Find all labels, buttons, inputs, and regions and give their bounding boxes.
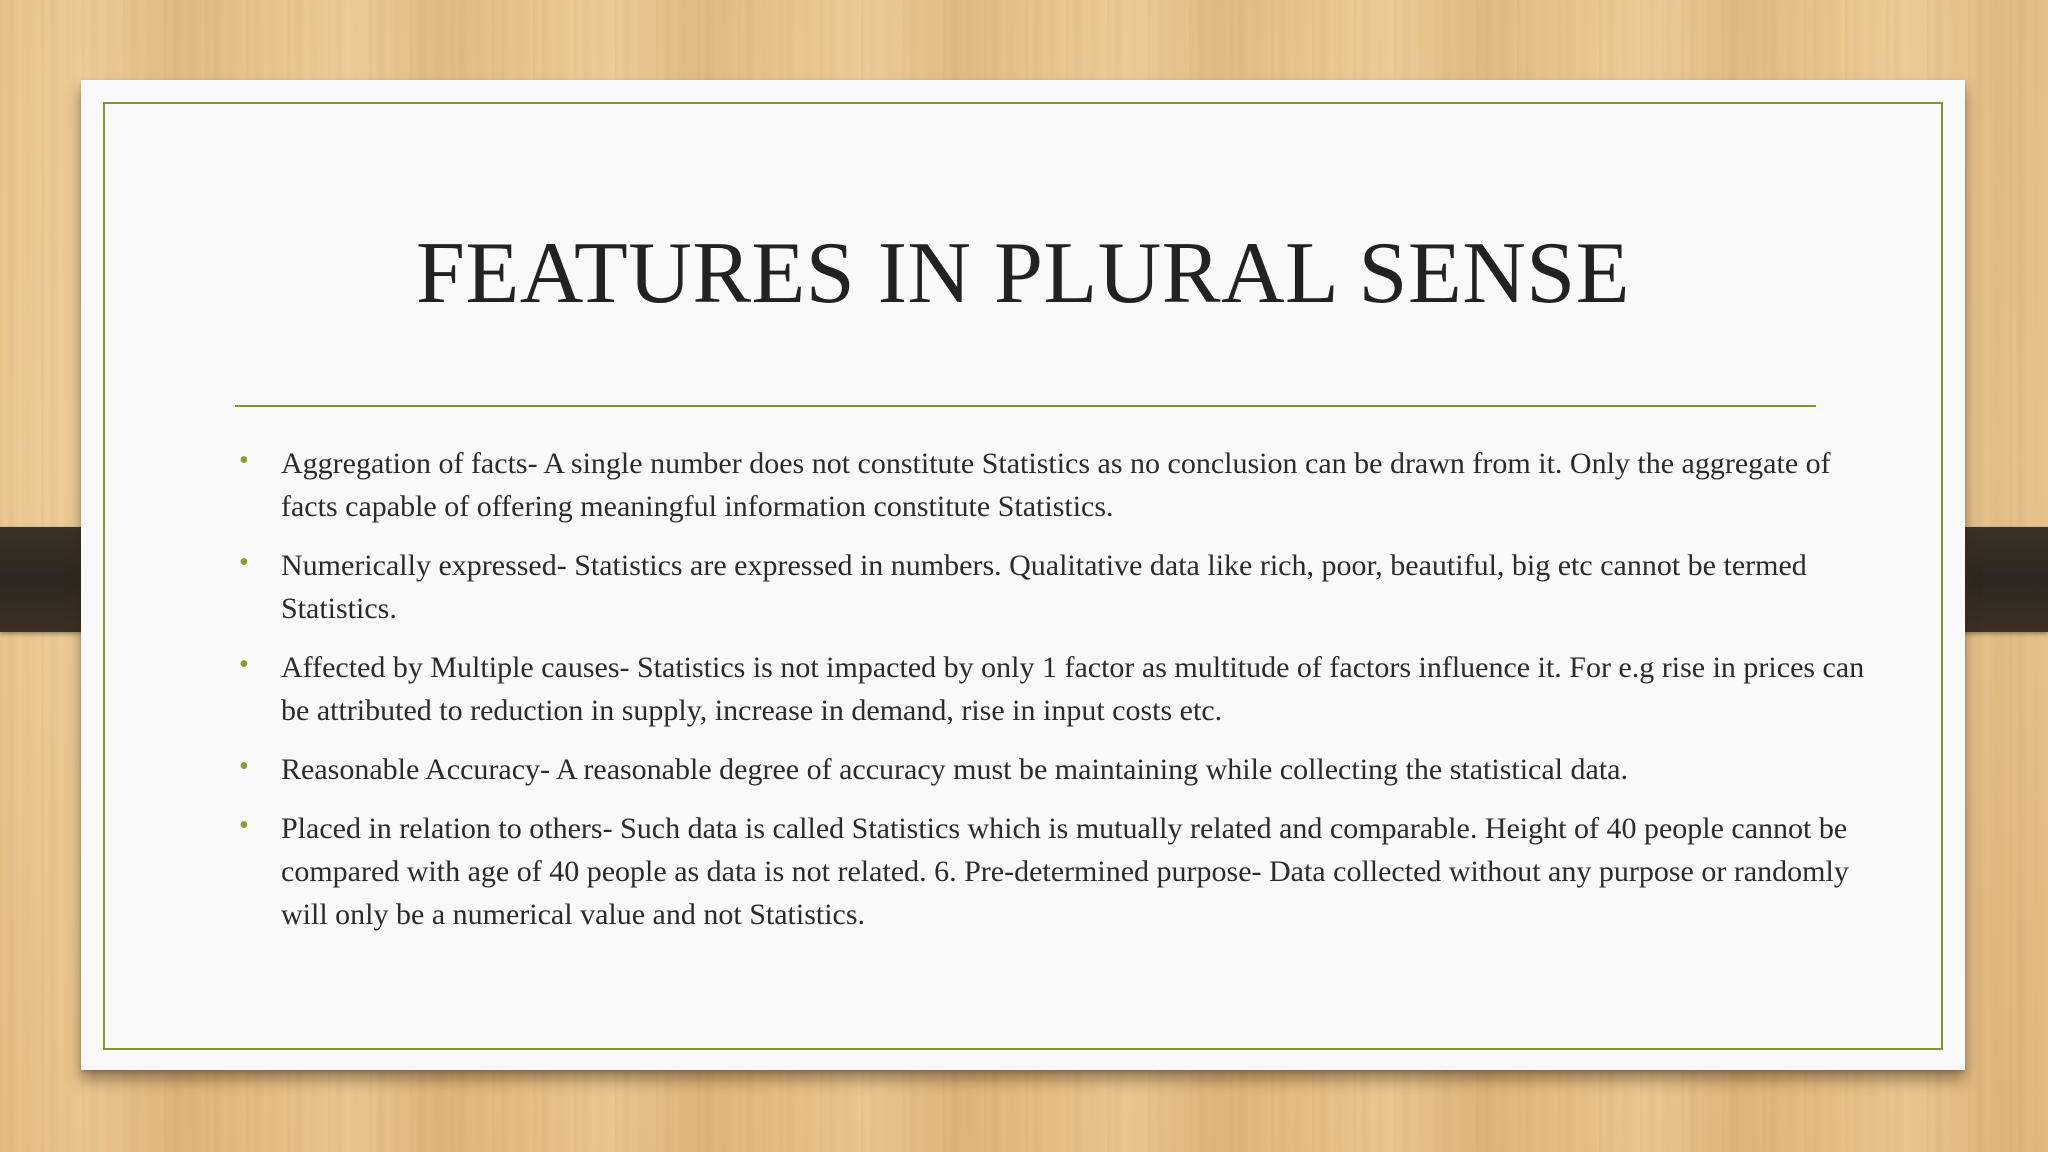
bullet-text: Aggregation of facts- A single number does not constitute Statistics as no conclusion can be drawn from it. Only the aggregate of facts capable of offering meaningful information constitute Statistics. xyxy=(281,447,1831,523)
bullet-dot-icon: • xyxy=(239,445,249,476)
bullet-dot-icon: • xyxy=(239,649,249,680)
bullet-item xyxy=(236,442,1876,528)
bullet-dot-icon: • xyxy=(239,810,249,841)
bullet-item xyxy=(236,544,1876,630)
slide-title: FEATURES IN PLURAL SENSE xyxy=(416,225,1630,322)
bullet-dot-icon: • xyxy=(239,547,249,578)
bullet-dot-icon: • xyxy=(239,751,249,782)
bullet-list xyxy=(236,442,1876,952)
bullet-item xyxy=(236,646,1876,732)
bullet-item xyxy=(236,748,1876,791)
bullet-item xyxy=(236,807,1876,936)
bullet-text: Numerically expressed- Statistics are expressed in numbers. Qualitative data like rich, poor, beautiful, big etc cannot be termed Statistics. xyxy=(281,549,1807,625)
bullet-text: Reasonable Accuracy- A reasonable degree of accuracy must be maintaining while collecting the statistical data. xyxy=(281,753,1628,786)
title-divider xyxy=(235,405,1816,407)
bullet-text: Affected by Multiple causes- Statistics is not impacted by only 1 factor as multitude of factors influence it. For e.g rise in prices can be attributed to reduction in supply, increase in demand, rise in input costs etc. xyxy=(281,651,1865,727)
bullet-text: Placed in relation to others- Such data is called Statistics which is mutually related and comparable. Height of 40 people cannot be compared with age of 40 people as data is not related. 6. Pre-determined purpose- Data collected without any purpose or randomly will only be a numerical value and not Statistics. xyxy=(281,812,1849,931)
slide xyxy=(81,80,1965,1070)
